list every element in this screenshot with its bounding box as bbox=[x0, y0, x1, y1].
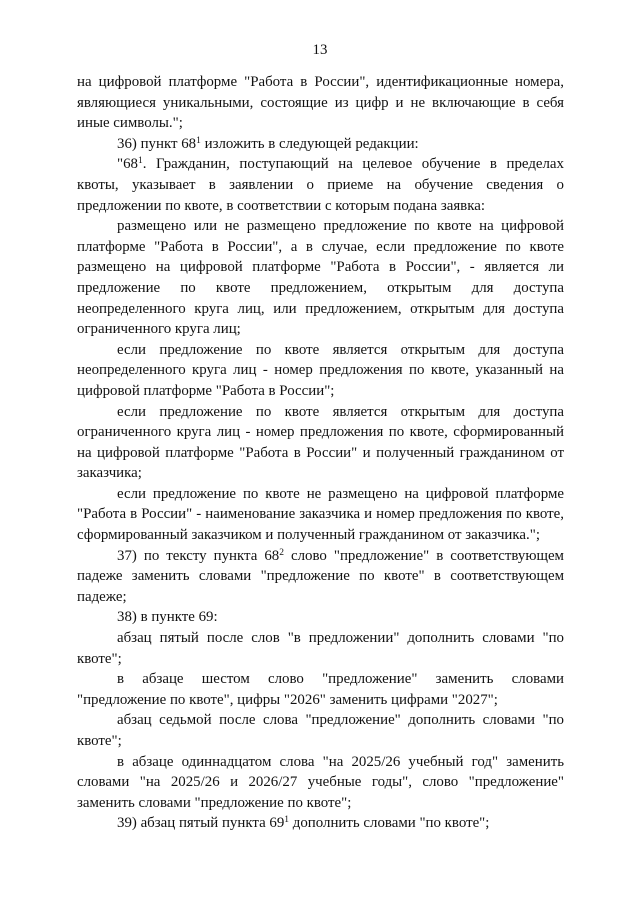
paragraph: размещено или не размещено предложение по квоте на цифровой платформе "Работа в России", а в случае, если предложение по квоте размещено на цифровой платформе "Работа в России", - является ли предложение по квоте предложением, открытым для доступа неопределенного круга лиц, или предложением, открытым для доступа ограниченного круга лиц; bbox=[77, 218, 564, 338]
paragraph: на цифровой платформе "Работа в России", идентификационные номера, являющиеся уникальными, состоящие из цифр и не включающие в себя иные символы."; bbox=[77, 74, 564, 132]
paragraph: абзац седьмой после слова "предложение" дополнить словами "по квоте"; bbox=[77, 712, 564, 749]
paragraph: если предложение по квоте является открытым для доступа ограниченного круга лиц - номер предложения по квоте, сформированный на цифровой платформе "Работа в России" и полученный гражданином от заказчика; bbox=[77, 403, 564, 482]
superscript: 1 bbox=[284, 815, 290, 826]
paragraph: в абзаце шестом слово "предложение" заменить словами "предложение по квоте", цифры "2026" заменить цифрами "2027"; bbox=[77, 671, 564, 708]
page-number: 13 bbox=[312, 42, 328, 58]
superscript: 2 bbox=[279, 547, 284, 558]
paragraph: абзац пятый после слов "в предложении" дополнить словами "по квоте"; bbox=[77, 630, 564, 667]
superscript: 1 bbox=[196, 135, 201, 146]
paragraph: 38) в пункте 69: bbox=[117, 609, 218, 626]
paragraph: "$68^1$. Гражданин, поступающий на целевое обучение в пределах квоты, указывает в заявлении о приеме на обучение сведения о предложении по квоте, в соответствии с которым подана заявка: bbox=[77, 156, 564, 214]
paragraph: в абзаце одиннадцатом слова "на 2025/26 учебный год" заменить словами "на 2025/26 и 2026/27 учебные годы", слово "предложение" заменить словами "предложение по квоте"; bbox=[77, 753, 564, 811]
paragraph: 39) абзац пятый пункта $69^1$ дополнить словами "по квоте"; bbox=[117, 815, 490, 832]
document-body bbox=[77, 72, 564, 834]
paragraph: если предложение по квоте является открытым для доступа неопределенного круга лиц - номер предложения по квоте, указанный на цифровой платформе "Работа в России"; bbox=[77, 341, 564, 399]
paragraph: если предложение по квоте не размещено на цифровой платформе "Работа в России" - наименование заказчика и номер предложения по квоте, сформированный заказчиком и полученный гражданином от заказчика."; bbox=[77, 485, 564, 544]
paragraph: 36) пункт $68^1$ изложить в следующей редакции: bbox=[117, 135, 419, 152]
superscript: 1 bbox=[137, 156, 143, 167]
paragraph: 37) по тексту пункта $68^2$ слово "предложение" в соответствующем падеже заменить словами "предложение по квоте" в соответствующем падеже; bbox=[77, 547, 564, 605]
